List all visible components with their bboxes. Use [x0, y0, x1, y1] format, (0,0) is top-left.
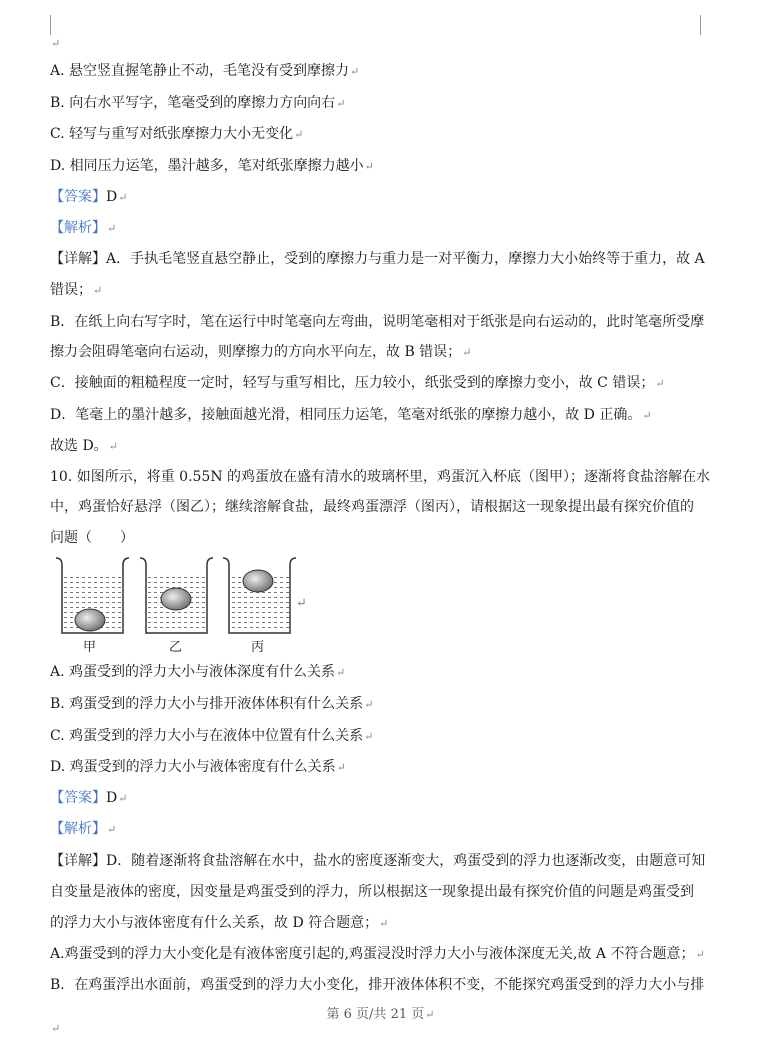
body-line: 故选 D。↵ — [50, 438, 118, 454]
beaker-jia — [56, 558, 129, 633]
option-b-text: B. 向右水平写字，笔毫受到的摩擦力方向向右↵ — [50, 95, 346, 111]
answer-line: 【答案】D↵ — [50, 790, 128, 806]
beaker-yi — [140, 558, 213, 633]
page-footer: 第 6 页/共 21 页↵ — [326, 1007, 435, 1022]
body-line: B．在纸上向右写字时，笔在运行中时笔毫向左弯曲，说明笔毫相对于纸张是向右运动的，此时笔毫所受摩 — [50, 314, 705, 330]
body-line: B．在鸡蛋浮出水面前，鸡蛋受到的浮力大小变化，排开液体体积不变，不能探究鸡蛋受到的浮力大小与排 — [50, 977, 705, 993]
option-a-text: A. 鸡蛋受到的浮力大小与液体深度有什么关系↵ — [50, 664, 346, 680]
option-a-text: A. 悬空竖直握笔静止不动，毛笔没有受到摩擦力↵ — [50, 63, 360, 79]
body-line: 错误；↵ — [50, 282, 103, 298]
beakers-figure — [52, 555, 312, 655]
analysis-heading: 【解析】↵ — [50, 220, 117, 236]
corner-mark-left — [50, 15, 51, 35]
corner-mark-right — [700, 15, 701, 35]
option-c-text: C. 轻写与重写对纸张摩擦力大小无变化↵ — [50, 126, 304, 142]
detail-line: 【详解】D．随着逐渐将食盐溶解在水中，盐水的密度逐渐变大，鸡蛋受到的浮力也逐渐改变，由题意可知 — [50, 853, 706, 869]
blank-line: ↵ — [51, 37, 61, 50]
detail-line: 【详解】A．手执毛笔竖直悬空静止，受到的摩擦力与重力是一对平衡力，摩擦力大小始终等于重力，故 A — [50, 251, 705, 267]
label-bing: 丙 — [251, 640, 265, 655]
blank-line: ↵ — [51, 1022, 61, 1035]
question-10-text: 中，鸡蛋恰好悬浮（图乙）；继续溶解食盐，最终鸡蛋漂浮（图丙），请根据这一现象提出最有探究价值的 — [50, 499, 694, 515]
question-10-text: 问题（ ） — [50, 530, 134, 546]
body-line: 的浮力大小与液体密度有什么关系，故 D 符合题意；↵ — [50, 915, 389, 931]
body-line: D．笔毫上的墨汁越多，接触面越光滑，相同压力运笔，笔毫对纸张的摩擦力越小，故 D 正确。↵ — [50, 407, 652, 423]
return-mark: ↵ — [296, 596, 307, 611]
option-d-text: D. 鸡蛋受到的浮力大小与液体密度有什么关系↵ — [50, 759, 346, 775]
option-c-text: C. 鸡蛋受到的浮力大小与在液体中位置有什么关系↵ — [50, 728, 374, 744]
beaker-bing — [223, 558, 296, 633]
body-line: C．接触面的粗糙程度一定时，轻写与重写相比，压力较小，纸张受到的摩擦力变小，故 C 错误；↵ — [50, 375, 665, 391]
analysis-heading: 【解析】↵ — [50, 821, 117, 837]
option-b-text: B. 鸡蛋受到的浮力大小与排开液体体积有什么关系↵ — [50, 696, 374, 712]
label-yi: 乙 — [169, 640, 183, 655]
body-line: A.鸡蛋受到的浮力大小变化是有液体密度引起的,鸡蛋浸没时浮力大小与液体深度无关,故 A 不符合题意；↵ — [50, 946, 705, 962]
label-jia: 甲 — [83, 640, 97, 655]
option-d-text: D. 相同压力运笔，墨汁越多，笔对纸张摩擦力越小↵ — [50, 158, 374, 174]
question-10-text: 10. 如图所示，将重 0.55N 的鸡蛋放在盛有清水的玻璃杯里，鸡蛋沉入杯底（图甲）；逐渐将食盐溶解在水 — [50, 469, 711, 485]
answer-line: 【答案】D↵ — [50, 189, 128, 205]
body-line: 擦力会阻碍笔毫向右运动，则摩擦力的方向水平向左，故 B 错误；↵ — [50, 344, 472, 360]
body-line: 自变量是液体的密度，因变量是鸡蛋受到的浮力，所以根据这一现象提出最有探究价值的问题是鸡蛋受到 — [50, 884, 694, 900]
